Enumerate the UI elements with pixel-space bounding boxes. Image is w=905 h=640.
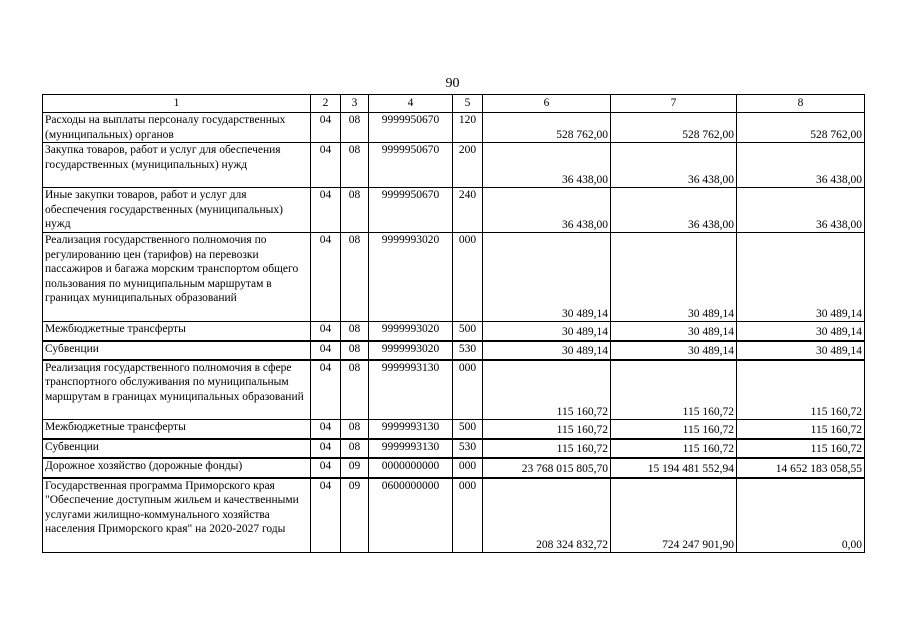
expense-type-code: 200 (453, 143, 483, 188)
page-number: 90 (445, 76, 460, 91)
expense-name: Дорожное хозяйство (дорожные фонды) (43, 458, 311, 478)
target-article-code: 9999993130 (369, 420, 453, 439)
expense-type-code: 120 (453, 113, 483, 143)
expense-name: Государственная программа Приморского края "Обеспечение доступным жильем и качественными услугами жилищно-коммунального хозяйства населения Приморского края" на 2020-2027 годы (43, 478, 311, 553)
subsection-code: 08 (341, 420, 369, 439)
section-code: 04 (311, 113, 341, 143)
section-code: 04 (311, 458, 341, 478)
section-code: 04 (311, 188, 341, 233)
amount-col6: 208 324 832,72 (483, 478, 611, 553)
amount-col6: 36 438,00 (483, 143, 611, 188)
amount-col7: 115 160,72 (611, 360, 737, 420)
amount-col8: 115 160,72 (737, 439, 865, 458)
amount-col8: 528 762,00 (737, 113, 865, 143)
target-article-code: 9999993020 (369, 322, 453, 341)
expense-type-code: 000 (453, 458, 483, 478)
section-code: 04 (311, 341, 341, 360)
target-article-code: 0000000000 (369, 458, 453, 478)
amount-col8: 0,00 (737, 478, 865, 553)
expense-type-code: 530 (453, 439, 483, 458)
column-header: 7 (611, 95, 737, 113)
expense-name: Межбюджетные трансферты (43, 322, 311, 341)
table-row (43, 322, 865, 341)
section-code: 04 (311, 360, 341, 420)
table-row (43, 360, 865, 420)
amount-col8: 30 489,14 (737, 322, 865, 341)
column-header: 3 (341, 95, 369, 113)
column-header: 6 (483, 95, 611, 113)
amount-col7: 115 160,72 (611, 439, 737, 458)
table-row (43, 420, 865, 439)
amount-col8: 14 652 183 058,55 (737, 458, 865, 478)
subsection-code: 08 (341, 322, 369, 341)
subsection-code: 08 (341, 341, 369, 360)
amount-col7: 15 194 481 552,94 (611, 458, 737, 478)
section-code: 04 (311, 439, 341, 458)
expense-name: Субвенции (43, 439, 311, 458)
expense-type-code: 500 (453, 420, 483, 439)
amount-col8: 30 489,14 (737, 341, 865, 360)
amount-col7: 528 762,00 (611, 113, 737, 143)
amount-col6: 115 160,72 (483, 439, 611, 458)
amount-col8: 115 160,72 (737, 420, 865, 439)
amount-col8: 36 438,00 (737, 188, 865, 233)
target-article-code: 9999993130 (369, 360, 453, 420)
amount-col6: 30 489,14 (483, 341, 611, 360)
amount-col7: 724 247 901,90 (611, 478, 737, 553)
expense-type-code: 530 (453, 341, 483, 360)
amount-col8: 115 160,72 (737, 360, 865, 420)
target-article-code: 9999950670 (369, 113, 453, 143)
table-row (43, 439, 865, 458)
amount-col6: 30 489,14 (483, 233, 611, 322)
amount-col7: 30 489,14 (611, 322, 737, 341)
table-row (43, 233, 865, 322)
subsection-code: 08 (341, 113, 369, 143)
expense-name: Закупка товаров, работ и услуг для обеспечения государственных (муниципальных) нужд (43, 143, 311, 188)
amount-col6: 115 160,72 (483, 360, 611, 420)
table-row (43, 113, 865, 143)
section-code: 04 (311, 143, 341, 188)
expense-name: Реализация государственного полномочия в сфере транспортного обслуживания по муниципальным маршрутам в границах муниципальных образований (43, 360, 311, 420)
target-article-code: 0600000000 (369, 478, 453, 553)
expense-name: Иные закупки товаров, работ и услуг для обеспечения государственных (муниципальных) нужд (43, 188, 311, 233)
amount-col6: 115 160,72 (483, 420, 611, 439)
expense-type-code: 000 (453, 233, 483, 322)
column-header: 1 (43, 95, 311, 113)
expense-name: Межбюджетные трансферты (43, 420, 311, 439)
expense-type-code: 000 (453, 478, 483, 553)
table-row (43, 478, 865, 553)
target-article-code: 9999993020 (369, 233, 453, 322)
amount-col7: 36 438,00 (611, 188, 737, 233)
expense-name: Реализация государственного полномочия по регулированию цен (тарифов) на перевозки пассажиров и багажа морским транспортом общего пользования по муниципальным маршрутам в границах муниципальных образований (43, 233, 311, 322)
amount-col8: 36 438,00 (737, 143, 865, 188)
subsection-code: 08 (341, 360, 369, 420)
section-code: 04 (311, 478, 341, 553)
amount-col7: 30 489,14 (611, 233, 737, 322)
table-row (43, 341, 865, 360)
amount-col6: 528 762,00 (483, 113, 611, 143)
expense-type-code: 000 (453, 360, 483, 420)
table-row (43, 458, 865, 478)
target-article-code: 9999993020 (369, 341, 453, 360)
expense-type-code: 240 (453, 188, 483, 233)
amount-col6: 36 438,00 (483, 188, 611, 233)
subsection-code: 09 (341, 478, 369, 553)
amount-col7: 30 489,14 (611, 341, 737, 360)
expense-name: Субвенции (43, 341, 311, 360)
amount-col6: 23 768 015 805,70 (483, 458, 611, 478)
section-code: 04 (311, 233, 341, 322)
section-code: 04 (311, 322, 341, 341)
amount-col7: 36 438,00 (611, 143, 737, 188)
subsection-code: 09 (341, 458, 369, 478)
amount-col6: 30 489,14 (483, 322, 611, 341)
subsection-code: 08 (341, 233, 369, 322)
target-article-code: 9999993130 (369, 439, 453, 458)
table-row (43, 143, 865, 188)
subsection-code: 08 (341, 439, 369, 458)
amount-col7: 115 160,72 (611, 420, 737, 439)
subsection-code: 08 (341, 188, 369, 233)
expense-name: Расходы на выплаты персоналу государственных (муниципальных) органов (43, 113, 311, 143)
section-code: 04 (311, 420, 341, 439)
table-header-row (43, 95, 865, 113)
column-header: 4 (369, 95, 453, 113)
subsection-code: 08 (341, 143, 369, 188)
expense-type-code: 500 (453, 322, 483, 341)
target-article-code: 9999950670 (369, 188, 453, 233)
column-header: 2 (311, 95, 341, 113)
column-header: 5 (453, 95, 483, 113)
amount-col8: 30 489,14 (737, 233, 865, 322)
column-header: 8 (737, 95, 865, 113)
target-article-code: 9999950670 (369, 143, 453, 188)
budget-table (42, 94, 865, 553)
table-row (43, 188, 865, 233)
